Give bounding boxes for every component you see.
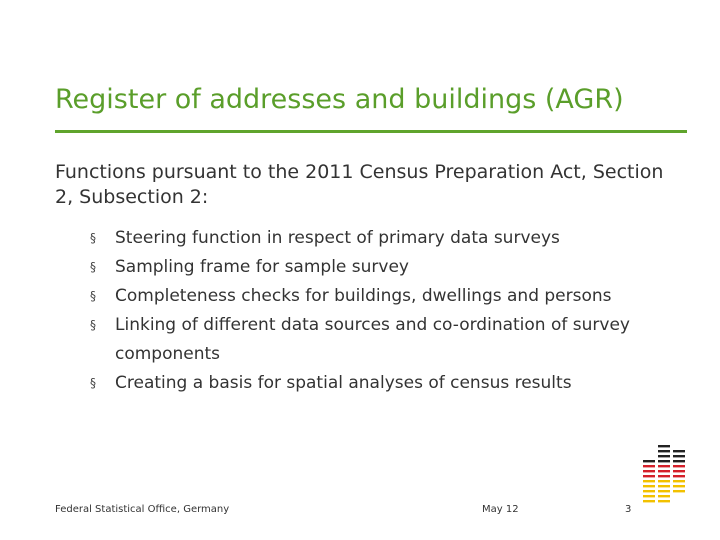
bullet-marker: §: [90, 260, 96, 274]
logo-stripe: [658, 455, 670, 457]
list-item: [90, 282, 700, 311]
list-item: [90, 369, 700, 398]
logo-stripe: [658, 485, 670, 487]
logo-stripe: [673, 480, 685, 482]
bullet-marker: §: [90, 289, 96, 303]
logo-stripe: [673, 490, 685, 492]
logo-stripe: [658, 495, 670, 497]
logo-stripe: [643, 485, 655, 487]
bullet-text: Linking of different data sources and co-ordination of survey components: [115, 315, 630, 364]
slide-title: Register of addresses and buildings (AGR): [55, 84, 624, 115]
bullet-text: Steering function in respect of primary data surveys: [115, 228, 560, 248]
list-item: [90, 224, 700, 253]
list-item: [90, 311, 700, 369]
logo-stripe: [673, 470, 685, 472]
logo-stripe: [643, 490, 655, 492]
logo-stripe: [658, 470, 670, 472]
bullet-marker: §: [90, 376, 96, 390]
bullet-text: Sampling frame for sample survey: [115, 257, 409, 277]
logo-stripe: [643, 460, 655, 462]
logo-stripe: [643, 500, 655, 502]
logo-stripe: [658, 490, 670, 492]
bullet-list: [90, 224, 700, 398]
logo-stripe: [673, 485, 685, 487]
destatis-logo-icon: [641, 440, 689, 510]
bullet-marker: §: [90, 318, 96, 332]
footer-page-number: 3: [625, 504, 632, 515]
intro-text: Functions pursuant to the 2011 Census Preparation Act, Section 2, Subsection 2:: [55, 161, 664, 208]
logo-stripe: [658, 475, 670, 477]
footer-date: May 12: [482, 504, 519, 515]
logo-stripe: [658, 500, 670, 502]
logo-stripe: [673, 465, 685, 467]
logo-stripe: [643, 470, 655, 472]
list-item: [90, 253, 700, 282]
logo-stripe: [673, 455, 685, 457]
footer-organization: Federal Statistical Office, Germany: [55, 504, 230, 515]
logo-stripe: [658, 450, 670, 452]
logo-stripe: [658, 460, 670, 462]
logo-stripe: [658, 480, 670, 482]
logo-stripe: [643, 475, 655, 477]
title-divider: [55, 130, 687, 133]
bullet-marker: §: [90, 231, 96, 245]
bullet-text: Completeness checks for buildings, dwellings and persons: [115, 286, 612, 306]
logo-stripe: [643, 480, 655, 482]
logo-stripe: [673, 475, 685, 477]
bullet-text: Creating a basis for spatial analyses of census results: [115, 373, 572, 393]
logo-stripe: [658, 445, 670, 447]
logo-stripe: [643, 465, 655, 467]
logo-stripe: [673, 460, 685, 462]
logo-stripe: [658, 465, 670, 467]
logo-stripe: [673, 450, 685, 452]
logo-stripe: [643, 495, 655, 497]
